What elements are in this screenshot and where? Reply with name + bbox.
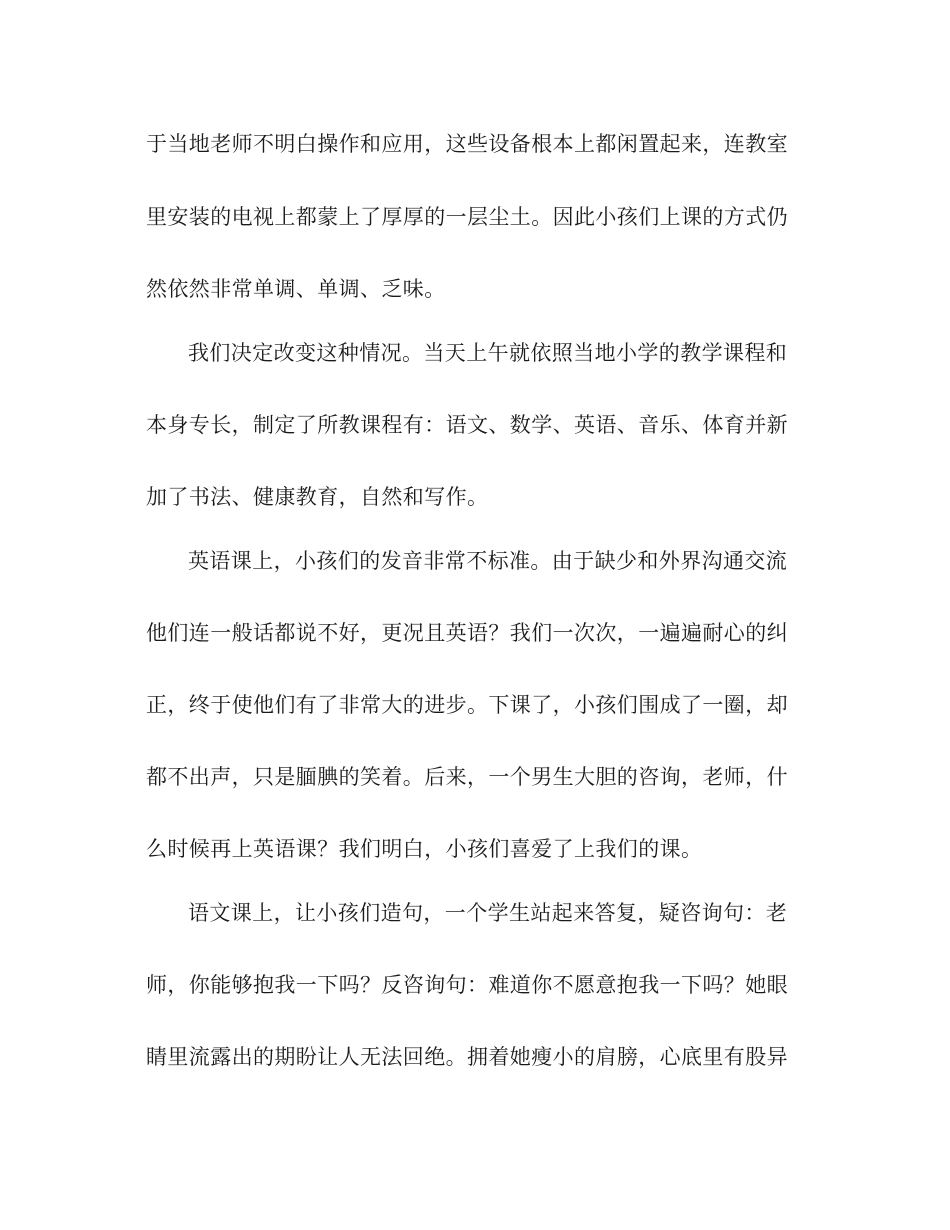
text-line-9: 正，终于使他们有了非常大的进步。下课了，小孩们围成了一圈，却	[146, 693, 788, 717]
text-line-8: 他们连一般话都说不好，更况且英语？我们一次次，一遍遍耐心的纠	[146, 621, 788, 645]
text-line-1: 于当地老师不明白操作和应用，这些设备根本上都闲置起来，连教室	[146, 132, 788, 156]
text-line-13: 师，你能够抱我一下吗？反咨询句：难道你不愿意抱我一下吗？她眼	[146, 973, 788, 997]
text-line-6: 加了书法、健康教育，自然和写作。	[146, 485, 489, 509]
paragraph-3-line-1: 英语课上，小孩们的发音非常不标准。由于缺少和外界沟通交流	[188, 549, 788, 573]
text-line-5: 本身专长，制定了所教课程有：语文、数学、英语、音乐、体育并新	[146, 413, 788, 437]
text-line-10: 都不出声，只是腼腆的笑着。后来，一个男生大胆的咨询，老师，什	[146, 765, 788, 789]
paragraph-2-line-1: 我们决定改变这种情况。当天上午就依照当地小学的教学课程和	[188, 341, 788, 365]
text-line-14: 睛里流露出的期盼让人无法回绝。拥着她瘦小的肩膀，心底里有股异	[146, 1045, 788, 1069]
paragraph-4-line-1: 语文课上，让小孩们造句，一个学生站起来答复，疑咨询句：老	[188, 901, 788, 925]
text-line-11: 么时候再上英语课？我们明白，小孩们喜爱了上我们的课。	[146, 837, 703, 861]
text-line-3: 然依然非常单调、单调、乏味。	[146, 277, 446, 301]
text-line-2: 里安装的电视上都蒙上了厚厚的一层尘土。因此小孩们上课的方式仍	[146, 205, 788, 229]
